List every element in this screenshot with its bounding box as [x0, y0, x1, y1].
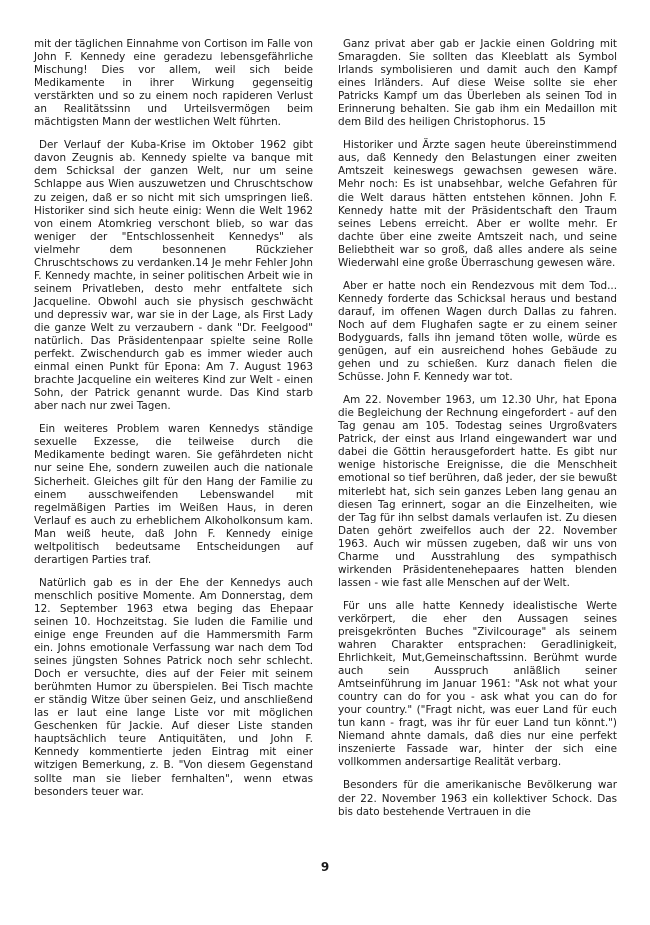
left-column — [34, 38, 313, 809]
paragraph: Natürlich gab es in der Ehe der Kennedys auch menschlich positive Momente. Am Donnerstag, dem 12. September 1963 etwa beging das Ehepaar seinen 10. Hochzeitstag. Sie luden die Familie und einige enge Freunden auf die Hammersmith Farm ein. Johns emotionale Verfassung war nach dem Tod seines jüngsten Sohnes Patrick noch sehr schlecht. Doch er versuchte, dies auf der Feier mit seinem berühmten Humor zu überspielen. Bei Tisch machte er ständig Witze über seinen Geiz, und anschließend las er laut eine lange Liste vor mit möglichen Geschenken für Jackie. Auf dieser Liste standen hauptsächlich teure Antiquitäten, und John F. Kennedy kommentierte jeden Eintrag mit einer witzigen Bemerkung, z. B. "Von diesem Gegenstand sollte man sie lieber fernhalten", wenn etwas besonders teuer war. — [34, 576, 313, 798]
paragraph: Der Verlauf der Kuba-Krise im Oktober 1962 gibt davon Zeugnis ab. Kennedy spielte va banque mit dem Schicksal der ganzen Welt, nur um seine Schlappe aus Wien auszuwetzen und Chruschtschow zu zeigen, daß er so nicht mit sich umspringen ließ. Historiker sind sich heute einig: Wenn die Welt 1962 von einem Atomkrieg verschont blieb, so war das weniger der "Entschlossenheit Kennedys" als vielmehr dem besonnenen Rückzieher Chruschtschows zu verdanken.14 Je mehr Fehler John F. Kennedy machte, in seiner politischen Arbeit wie in seinem Privatleben, desto mehr entfaltete sich Jacqueline. Obwohl auch sie physisch geschwächt und depressiv war, war sie in der Lage, als First Lady die ganze Welt zu verzaubern - dank "Dr. Feelgood" natürlich. Das Präsidentenpaar spielte seine Rolle perfekt. Zwischendurch gab es immer wieder auch einmal einen Punkt für Epona: Am 7. August 1963 brachte Jacqueline ein weiteres Kind zur Welt - einen Sohn, der Patrick genannt wurde. Das Kind starb aber nach nur zwei Tagen. — [34, 139, 314, 413]
page-number: 9 — [320, 860, 330, 874]
paragraph: mit der täglichen Einnahme von Cortison im Falle von John F. Kennedy eine geradezu lebensgefährliche Mischung! Dies vor allem, weil sich beide Medikamente in ihrer Wirkung gegenseitig verstärkten und so zu einem noch rapideren Verlust an Realitätssinn und Urteilsvermögen beim mächtigsten Mann der westlichen Welt führten. — [34, 38, 313, 129]
paragraph: Ganz privat aber gab er Jackie einen Goldring mit Smaragden. Sie sollten das Kleeblatt als Symbol Irlands symbolisieren und damit auch den Kampf eines Irländers. Auf diese Weise sollte sie eher Patricks Kampf um das Überleben als seinen Tod in Erinnerung behalten. Sie gab ihm ein Medaillon mit dem Bild des heiligen Christophorus. 15 — [338, 38, 617, 129]
paragraph: Für uns alle hatte Kennedy idealistische Werte verkörpert, die eher den Aussagen seines preisgekrönten Buches "Zivilcourage" als seinem wahren Charakter entsprachen: Geradlinigkeit, Ehrlichkeit, Mut,Gemeinschaftssinn. Berühmt wurde auch sein Ausspruch anläßlich seiner Amtseinführung im Januar 1961: "Ask not what your country can do for you - ask what you can do for your country." ("Fragt nicht, was euer Land für euch tun kann - fragt, was ihr für euer Land tun könnt.") Niemand ahnte damals, daß dies nur eine perfekt inszenierte Fassade war, hinter der sich eine vollkommen andersartige Realität verbarg. — [338, 599, 617, 769]
paragraph: Historiker und Ärzte sagen heute übereinstimmend aus, daß Kennedy den Belastungen einer zweiten Amtszeit keineswegs gewachsen gewesen wäre. Mehr noch: Es ist unabsehbar, welche Gefahren für die Welt daraus hätten entstehen können. John F. Kennedy hatte mit der Präsidentschaft den Traum seines Lebens erreicht. Aber er wollte mehr. Er dachte über eine zweite Amtszeit nach, und seine Beliebtheit war so groß, daß alles andere als seine Wiederwahl eine große Überraschung gewesen wäre. — [338, 139, 617, 269]
paragraph: Besonders für die amerikanische Bevölkerung war der 22. November 1963 ein kollektiver Schock. Das bis dato bestehende Vertrauen in die — [338, 779, 617, 818]
paragraph: Am 22. November 1963, um 12.30 Uhr, hat Epona die Begleichung der Rechnung eingefordert - auf den Tag genau am 105. Todestag seines Urgroßvaters Patrick, der einst aus Irland eingewandert war und dabei die Göttin herausgefordert hatte. Es gibt nur wenige historische Ereignisse, die die Menschheit emotional so tief berühren, daß jeder, der sie bewußt miterlebt hat, sich sein ganzes Leben lang genau an diesen Tag erinnert, sogar an die Einzelheiten, wie der Tag für ihn selbst damals verlaufen ist. Zu diesen Daten gehört zweifellos auch der 22. November 1963. Auch wir müssen zugeben, daß wir uns von Charme und Ausstrahlung des sympathisch wirkenden Präsidentenehepaares hatten blenden lassen - wie fast alle Menschen auf der Welt. — [338, 394, 617, 589]
paragraph: Aber er hatte noch ein Rendezvous mit dem Tod... Kennedy forderte das Schicksal heraus und bestand darauf, im offenen Wagen durch Dallas zu fahren. Noch auf dem Flughafen sagte er zu einem seiner Bodyguards, falls ihn jemand töten wolle, würde es genügen, auf ein ausreichend hohes Gebäude zu gehen und zu schießen. Kurz danach fielen die Schüsse. John F. Kennedy war tot. — [338, 279, 617, 384]
right-column — [338, 38, 617, 829]
paragraph: Ein weiteres Problem waren Kennedys ständige sexuelle Exzesse, die teilweise durch die Medikamente bedingt waren. Sie gefährdeten nicht nur seine Ehe, sondern zuweilen auch die nationale Sicherheit. Gleiches gilt für den Hang der Familie zu einem ausschweifenden Lebenswandel mit regelmäßigen Parties im Weißen Haus, in deren Verlauf es auch zu erheblichem Alkoholkonsum kam. Man weiß heute, daß John F. Kennedy einige weltpolitisch bedeutsame Entscheidungen auf derartigen Parties traf. — [34, 423, 313, 566]
